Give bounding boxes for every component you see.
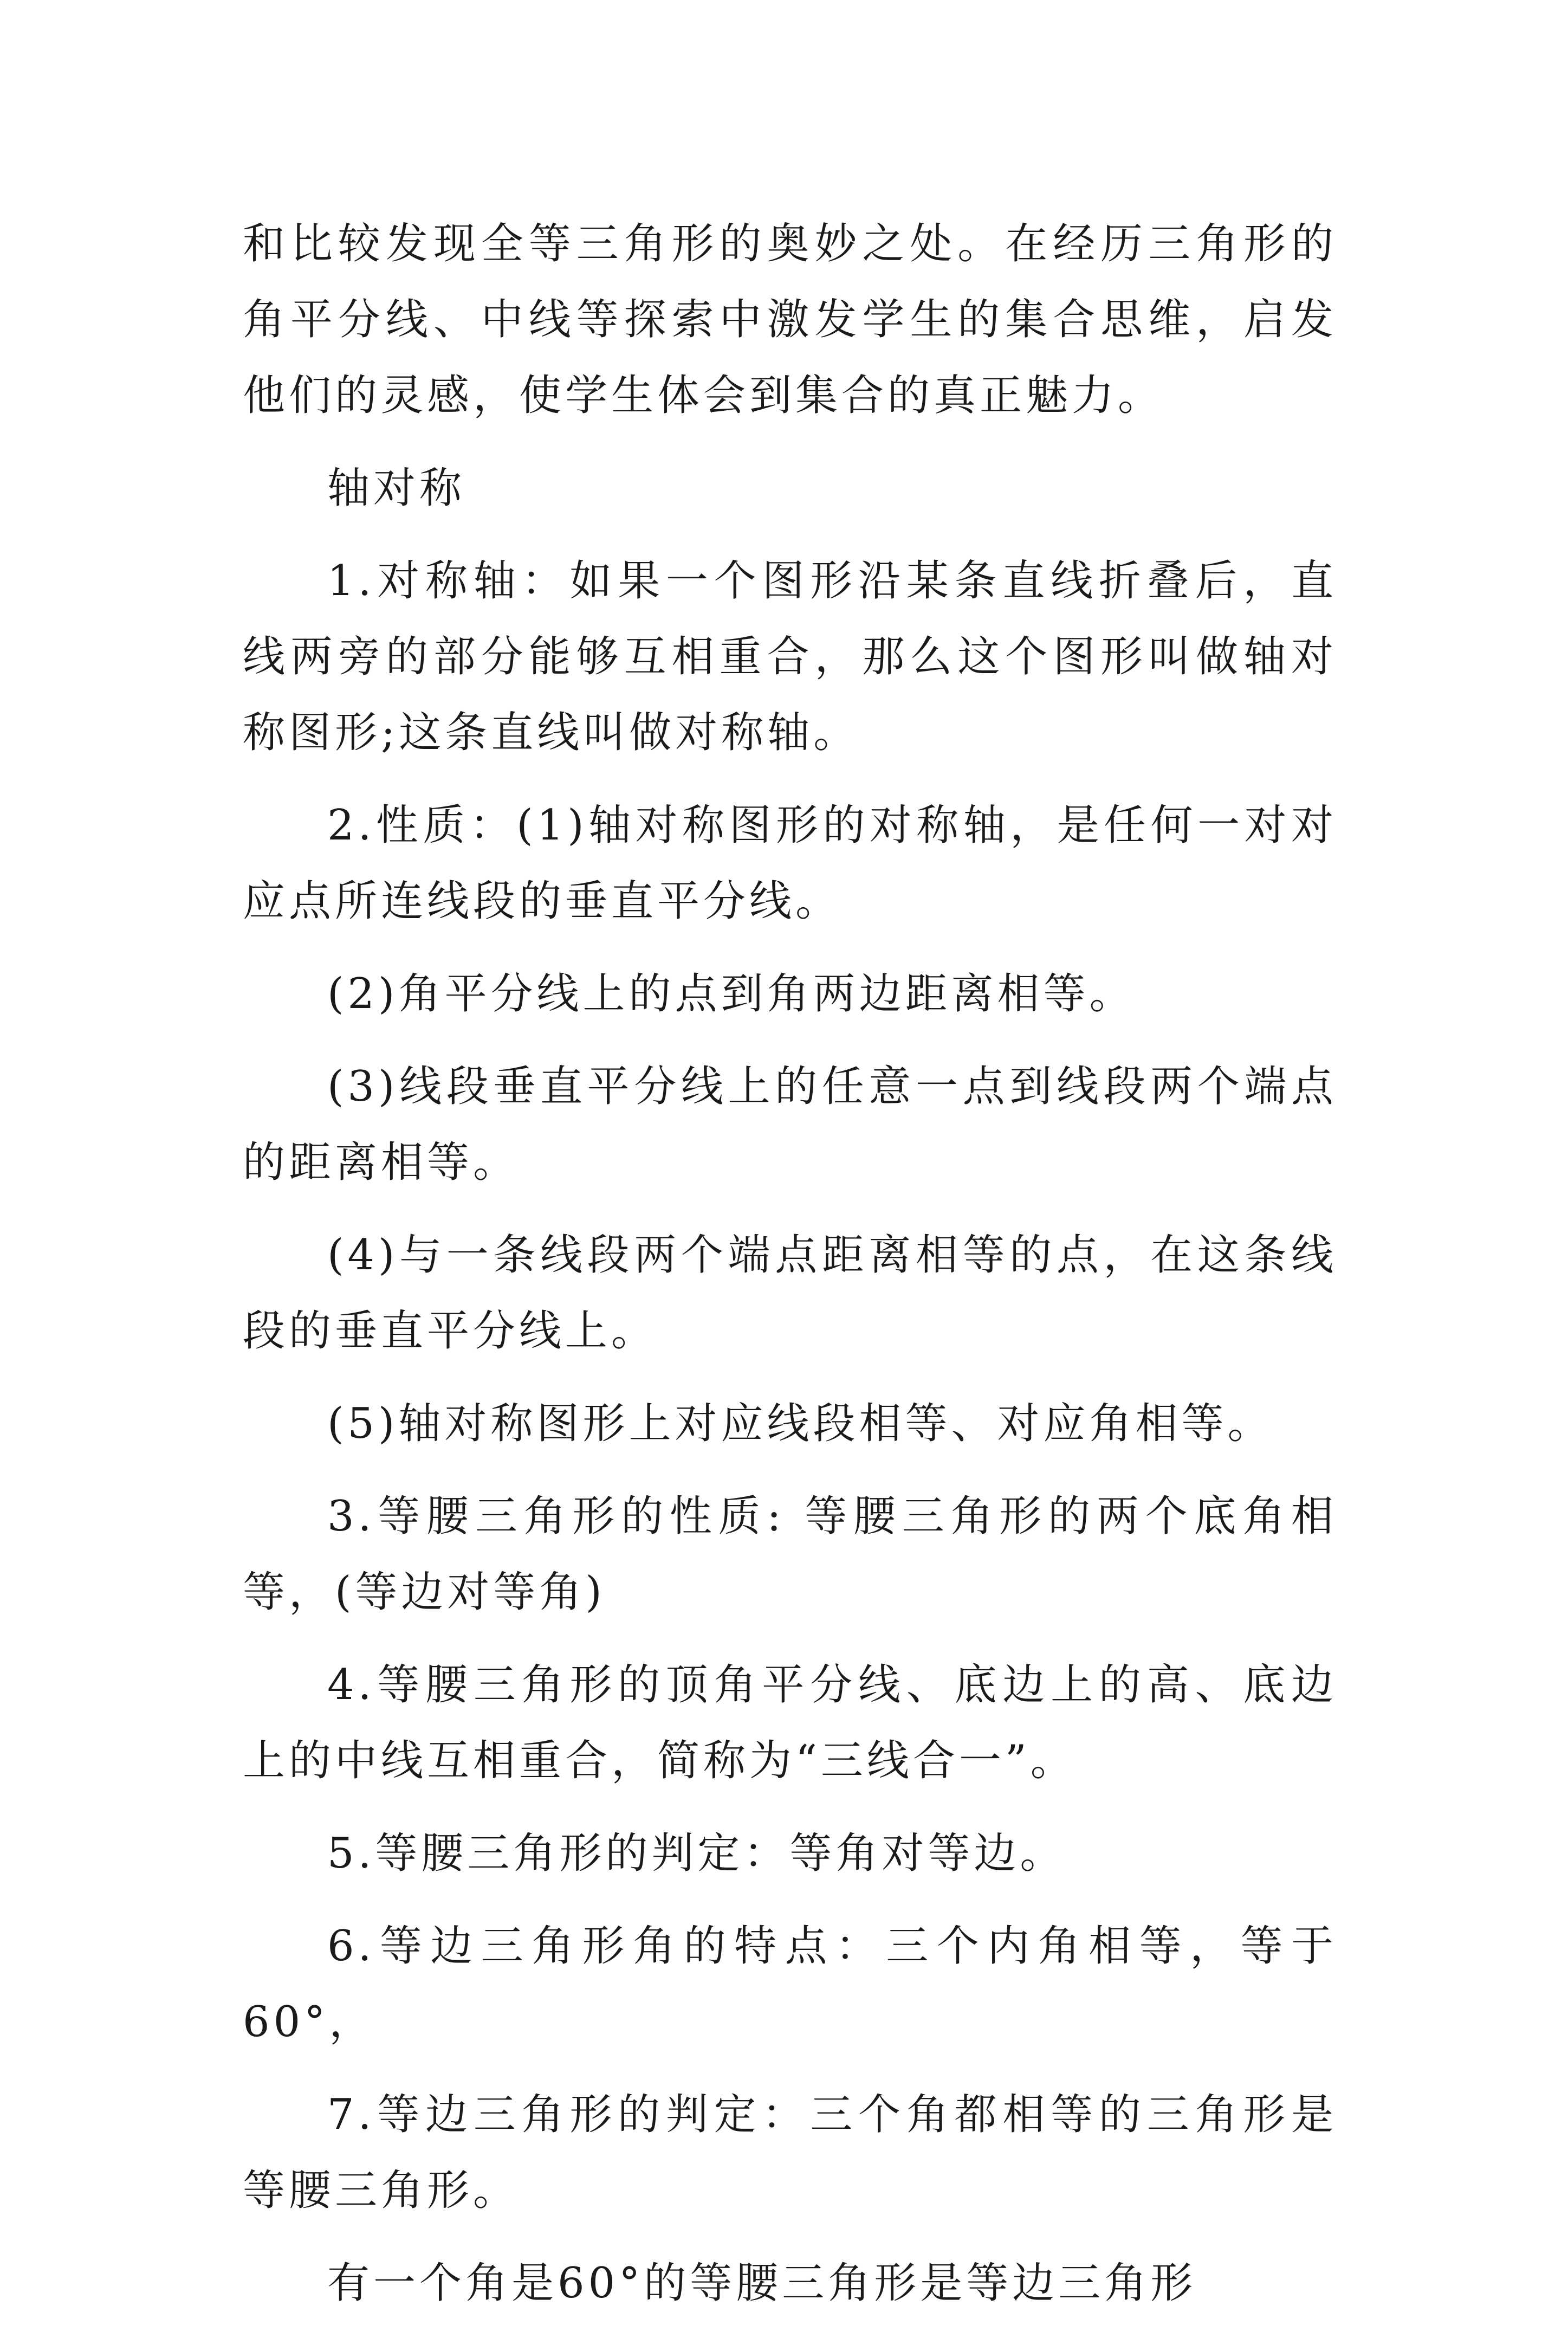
paragraph-item-7: 7.等边三角形的判定：三个角都相等的三角形是等腰三角形。 xyxy=(243,2090,1337,2215)
paragraph-item-7-note: 有一个角是60°的等腰三角形是等边三角形 xyxy=(327,2259,1197,2308)
body-text xyxy=(243,206,1337,2338)
paragraph-item-3: 3.等腰三角形的性质: 等腰三角形的两个底角相等，(等边对等角) xyxy=(243,1492,1337,1617)
section-heading-axial-symmetry: 轴对称 xyxy=(327,464,466,513)
paragraph-item-2-sub-2: (2)角平分线上的点到角两边距离相等。 xyxy=(327,970,1136,1018)
paragraph-item-6: 6.等边三角形角的特点：三个内角相等，等于60°， xyxy=(243,1922,1337,2046)
paragraph-item-2-sub-4: (4)与一条线段两个端点距离相等的点，在这条线段的垂直平分线上。 xyxy=(243,1231,1337,1355)
paragraph-item-5: 5.等腰三角形的判定：等角对等边。 xyxy=(327,1829,1066,1878)
paragraph-item-2-sub-3: (3)线段垂直平分线上的任意一点到线段两个端点的距离相等。 xyxy=(243,1062,1337,1187)
paragraph-item-2-sub-5: (5)轴对称图形上对应线段相等、对应角相等。 xyxy=(327,1399,1274,1448)
paragraph-item-4: 4.等腰三角形的顶角平分线、底边上的高、底边上的中线互相重合，简称为“三线合一”。 xyxy=(243,1661,1337,1785)
paragraph-item-2: 2.性质：(1)轴对称图形的对称轴，是任何一对对应点所连线段的垂直平分线。 xyxy=(243,801,1337,926)
paragraph-item-1: 1.对称轴：如果一个图形沿某条直线折叠后，直线两旁的部分能够互相重合，那么这个图形叫做轴对称图形;这条直线叫做对称轴。 xyxy=(243,557,1337,757)
paragraph-intro-continuation: 和比较发现全等三角形的奥妙之处。在经历三角形的角平分线、中线等探索中激发学生的集合思维，启发他们的灵感，使学生体会到集合的真正魅力。 xyxy=(243,219,1337,420)
